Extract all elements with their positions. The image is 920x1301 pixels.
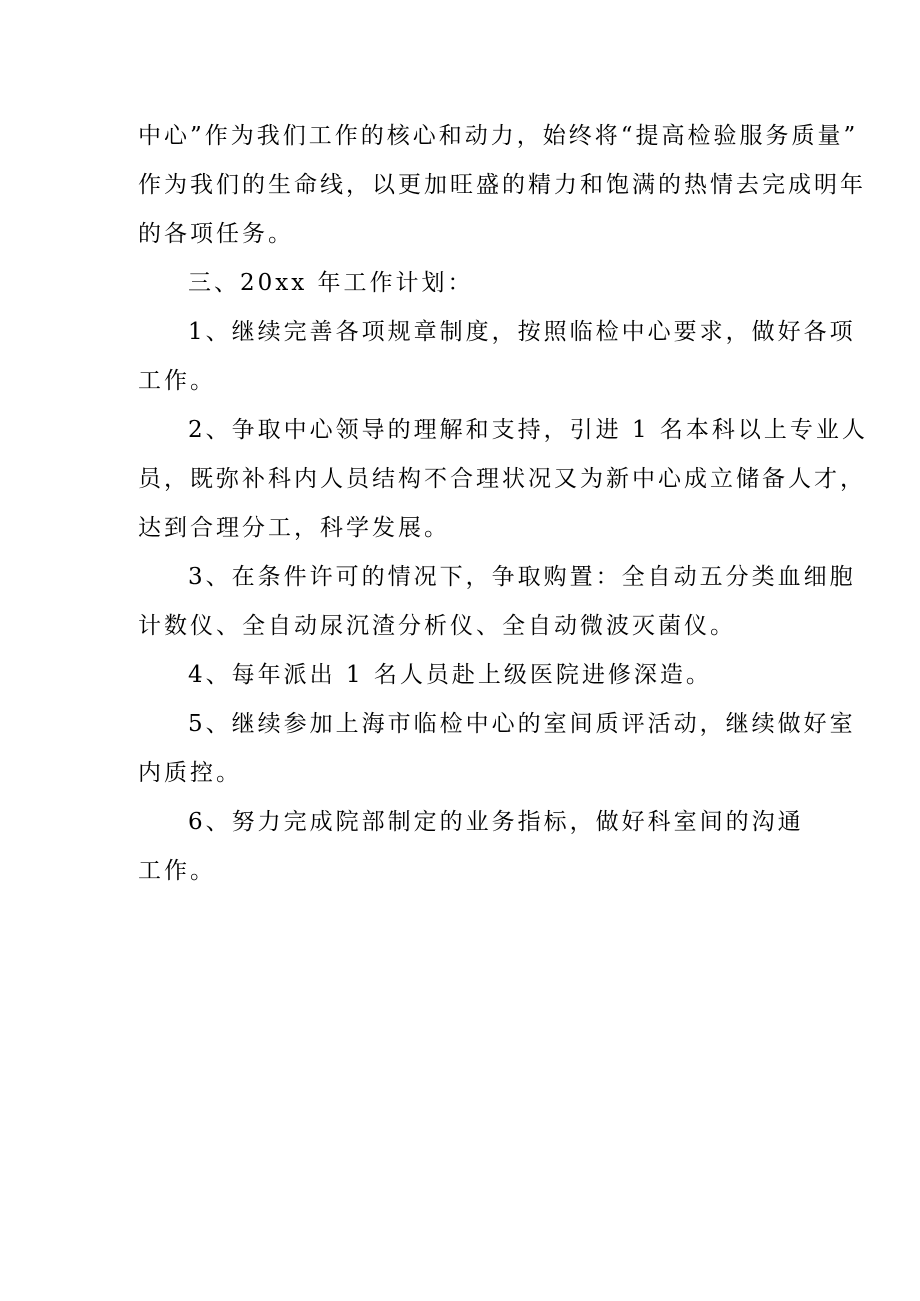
text-line: 4、每年派出 1 名人员赴上级医院进修深造。 xyxy=(188,662,712,688)
text-line: 中心”作为我们工作的核心和动力，始终将“提高检验服务质量” xyxy=(138,123,859,149)
paragraph-intro-continuation xyxy=(138,112,866,259)
text-line: 内质控。 xyxy=(138,760,242,786)
text-line: 2、争取中心领导的理解和支持，引进 1 名本科以上专业人 xyxy=(188,417,868,443)
text-line: 工作。 xyxy=(138,368,216,394)
plan-item-5-continuation xyxy=(138,749,810,798)
plan-item-6-continuation xyxy=(138,847,810,896)
text-line: 作为我们的生命线，以更加旺盛的精力和饱满的热情去完成明年 xyxy=(138,172,866,198)
plan-item-2 xyxy=(138,406,868,455)
plan-item-1 xyxy=(138,308,856,357)
section-heading xyxy=(138,259,810,308)
section-heading-text: 三、20xx 年工作计划： xyxy=(188,270,474,296)
text-line: 员，既弥补科内人员结构不合理状况又为新中心成立储备人才， xyxy=(138,466,866,492)
text-line: 6、努力完成院部制定的业务指标，做好科室间的沟通 xyxy=(188,809,804,835)
text-line: 达到合理分工，科学发展。 xyxy=(138,515,450,541)
text-line: 5、继续参加上海市临检中心的室间质评活动，继续做好室 xyxy=(188,711,856,737)
text-line: 的各项任务。 xyxy=(138,221,294,247)
plan-item-3-continuation xyxy=(138,602,810,651)
plan-item-1-continuation xyxy=(138,357,810,406)
plan-item-4 xyxy=(138,651,810,700)
text-line: 工作。 xyxy=(138,858,216,884)
plan-item-2-continuation xyxy=(138,455,866,553)
text-line: 计数仪、全自动尿沉渣分析仪、全自动微波灭菌仪。 xyxy=(138,613,736,639)
text-line: 1、继续完善各项规章制度，按照临检中心要求，做好各项 xyxy=(188,319,856,345)
plan-item-6 xyxy=(138,798,810,847)
document-body xyxy=(138,112,868,896)
text-line: 3、在条件许可的情况下，争取购置：全自动五分类血细胞 xyxy=(188,564,856,590)
plan-item-3 xyxy=(138,553,856,602)
plan-item-5 xyxy=(138,700,856,749)
